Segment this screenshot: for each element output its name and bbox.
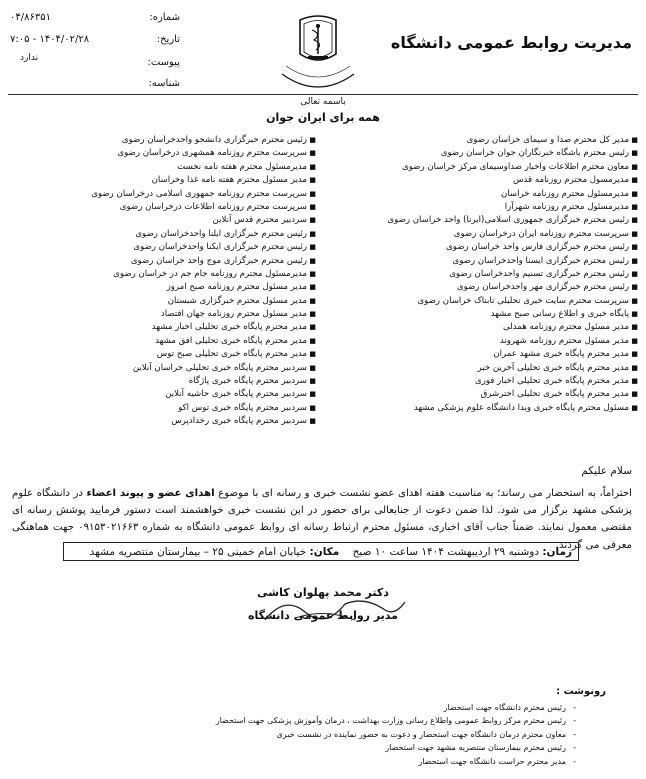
bullet-square-icon: ■	[309, 363, 316, 372]
bullet-square-icon: ■	[631, 269, 638, 278]
recipient-label: مدیر مسئول محترم هفته نامه غذا وخراسان	[151, 175, 307, 186]
place-value: خیابان امام خمینی ۲۵ – بیمارستان منتصریه مشهد	[89, 546, 310, 558]
recipient-label: سرپرست محترم روزنامه اطلاعات درخراسان رضوی	[119, 201, 307, 212]
cc-item-label: رئیس محترم بیمارستان منتصریه مشهد جهت استحضار	[385, 743, 566, 753]
recipient-item	[328, 348, 638, 361]
bullet-square-icon: ■	[309, 283, 316, 292]
recipient-label: سردبیر محترم پایگاه خبری تحلیلی خراسان آنلاین	[132, 362, 307, 373]
recipient-label: مدیر محترم پایگاه خبری تحلیلی اخبار فوری	[475, 376, 629, 387]
recipient-label: سرپرست محترم روزنامه جمهوری اسلامی درخراسان رضوی	[91, 188, 307, 199]
recipient-label: رئیس محترم خبرگزاری موج واحد خراسان رضوی	[130, 255, 307, 266]
recipient-label: رئیس محترم خبرگزاری جمهوری اسلامی(ایرنا) واحد خراسان رضوی	[387, 215, 629, 226]
recipient-item	[6, 188, 316, 201]
bullet-square-icon: ■	[309, 269, 316, 278]
body-intro: احتراماً، به استحضار می رساند؛ به مناسبت هفته اهدای عضو نشست خبری و رسانه ای با موضوع	[214, 488, 632, 499]
recipient-item	[6, 295, 316, 308]
cc-list	[36, 701, 576, 768]
date-label: تاریخ:	[156, 34, 180, 45]
bullet-square-icon: ■	[631, 363, 638, 372]
recipient-label: رئیس محترم باشگاه خبرنگاران جوان خراسان رضوی	[440, 148, 629, 159]
recipient-item	[328, 281, 638, 294]
bullet-square-icon: ■	[309, 417, 316, 426]
recipient-item	[6, 228, 316, 241]
time-label: زمان:	[542, 546, 572, 558]
recipient-item	[6, 281, 316, 294]
bullet-square-icon: ■	[309, 390, 316, 399]
recipient-label: رئیس محترم خبرگزاری ایسنا واحدخراسان رضوی	[452, 255, 629, 266]
recipient-item	[328, 308, 638, 321]
recipient-label: مدیر محترم پایگاه خبری تحلیلی افق مشهد	[155, 335, 307, 346]
attachment-row	[10, 53, 180, 75]
cc-item-label: رئیس محترم مرکز روابط عمومی واطلاع رسانی وزارت بهداشت ، درمان وآموزش پزشکی جهت استحضار	[215, 716, 566, 726]
recipient-item	[6, 255, 316, 268]
recipient-item	[328, 255, 638, 268]
number-label: شماره:	[149, 12, 180, 23]
slogan: همه برای ایران جوان	[266, 111, 380, 124]
recipient-label: رئیس محترم خبرگزاری دانشجو واحدخراسان رضوی	[121, 135, 307, 145]
recipient-item	[328, 134, 638, 147]
bullet-square-icon: ■	[309, 310, 316, 319]
recipient-item	[328, 201, 638, 214]
bullet-square-icon: ■	[631, 202, 638, 211]
bullet-square-icon: ■	[631, 283, 638, 292]
recipient-label: سردبیر محترم پایگاه خبری پاژگاه	[188, 376, 307, 387]
recipient-label: رئیس محترم خبرگزاری فارس واحد خراسان رضوی	[446, 242, 629, 253]
recipient-item	[328, 214, 638, 227]
letter-date-row	[10, 34, 180, 52]
bullet-square-icon: ■	[309, 136, 316, 144]
bullet-square-icon: ■	[309, 256, 316, 265]
header-divider	[8, 94, 638, 95]
recipient-label: پایگاه خبری و اطلاع رسانی صبح مشهد	[490, 309, 629, 320]
cc-item	[36, 755, 576, 768]
letter-number-row	[10, 12, 180, 30]
recipient-label: مدیر محترم پایگاه خبری تحلیلی صبح توس	[156, 349, 307, 360]
bullet-square-icon: ■	[309, 229, 316, 238]
bullet-square-icon: ■	[631, 149, 638, 158]
recipient-label: مدیر محترم پایگاه خبری مشهد عمران	[493, 349, 629, 360]
cc-item	[36, 741, 576, 754]
bullet-square-icon: ■	[309, 176, 316, 185]
number-value: ۰۴/۸۶۳۵۱	[10, 12, 51, 23]
attachment-label: پیوست:	[147, 57, 180, 68]
cc-title: رونوشت :	[556, 686, 606, 697]
recipient-label: رئیس محترم خبرگزاری ایلنا واحدخراسان رضوی	[135, 228, 307, 239]
bullet-square-icon: ■	[631, 296, 638, 305]
recipient-label: سرپرست محترم روزنامه ایران درخراسان رضوی	[453, 228, 629, 239]
university-emblem-icon	[270, 14, 366, 94]
recipient-label: سردبیر محترم پایگاه خبری توس اکو	[178, 402, 307, 413]
bullet-square-icon: ■	[631, 390, 638, 399]
dash-bullet-icon: -	[573, 756, 576, 766]
time-value: دوشنبه ۲۹ اردیبهشت ۱۴۰۴ ساعت ۱۰ صبح	[352, 546, 543, 558]
body-rest: در دانشگاه علوم پزشکی مشهد برگزار می شود. لذا ضمن دعوت از جنابعالی برای حضور در این نشست خبری خواهشمند است دستور فرمایید پوشش رسانه ای مقتضی معمول نمایند. ضمناً جناب آقای اخباری، مسئول محترم ارتباط رسانه ای روابط عمومی دانشگاه به شماره ۰۹۱۵۳۰۲۱۶۶۳ جهت هماهنگی معرفی می گردند.	[12, 488, 633, 551]
bullet-square-icon: ■	[631, 243, 638, 252]
recipient-label: معاون محترم اطلاعات واخبار صداوسیمای مرکز خراسان رضوی	[402, 161, 629, 172]
recipient-label: مدیرمسئول محترم هفته نامه نخست	[177, 161, 307, 172]
recipients-left-column	[6, 134, 316, 429]
recipient-item	[6, 161, 316, 174]
dash-bullet-icon: -	[573, 743, 576, 753]
bullet-square-icon: ■	[631, 216, 638, 225]
cc-item-label: مدیر محترم حراست دانشگاه جهت استحضار	[418, 756, 566, 766]
recipient-label: مدیر مسئول محترم روزنامه جهان اقتصاد	[160, 309, 307, 320]
recipient-item	[6, 268, 316, 281]
cc-item	[36, 701, 576, 714]
recipient-item	[6, 388, 316, 401]
dash-bullet-icon: -	[573, 729, 576, 739]
recipient-item	[328, 161, 638, 174]
recipient-label: سردبیر محترم قدس آنلاین	[212, 215, 307, 226]
recipient-item	[328, 241, 638, 254]
cc-item-label: رئیس محترم دانشگاه جهت استحضار	[443, 703, 566, 712]
bullet-square-icon: ■	[309, 149, 316, 158]
recipient-item	[6, 402, 316, 415]
recipient-item	[6, 321, 316, 334]
recipient-item	[6, 415, 316, 428]
recipient-item	[328, 228, 638, 241]
recipient-item	[6, 214, 316, 227]
identifier-label: شناسه:	[148, 78, 180, 89]
bullet-square-icon: ■	[631, 256, 638, 265]
recipient-label: مدیر مسئول محترم روزنامه شهروند	[499, 335, 629, 346]
signer-title: مدیر روابط عمومی دانشگاه	[248, 609, 398, 622]
recipient-item	[328, 268, 638, 281]
bullet-square-icon: ■	[631, 350, 638, 359]
recipient-label: رئیس محترم خبرگزاری ایکنا واحدخراسان رضوی	[133, 242, 307, 253]
recipient-label: سرپرست محترم روزنامه همشهری درخراسان رضوی	[117, 148, 307, 159]
recipient-item	[6, 134, 316, 147]
recipient-item	[328, 375, 638, 388]
bullet-square-icon: ■	[631, 176, 638, 185]
date-value: ۷:۰۵ - ۱۴۰۴/۰۲/۲۸	[10, 34, 90, 45]
bullet-square-icon: ■	[631, 403, 638, 412]
recipient-item	[6, 174, 316, 187]
recipient-item	[328, 362, 638, 375]
bullet-square-icon: ■	[631, 377, 638, 386]
recipients-right-column	[328, 134, 638, 415]
recipient-item	[328, 188, 638, 201]
bullet-square-icon: ■	[631, 323, 638, 332]
recipient-item	[6, 375, 316, 388]
bullet-square-icon: ■	[309, 296, 316, 305]
invocation: باسمه تعالی	[300, 97, 346, 107]
bullet-square-icon: ■	[631, 229, 638, 238]
bullet-square-icon: ■	[309, 350, 316, 359]
greeting: سلام علیکم	[581, 465, 632, 477]
recipient-item	[6, 308, 316, 321]
recipient-label: مدیر محترم پایگاه خبری تحلیلی آخرین خبر	[477, 362, 629, 373]
signer-name: دکتر محمد پهلوان کاشی	[257, 586, 389, 599]
recipient-label: مدیرمسول محترم روزنامه قدس	[513, 175, 629, 186]
cc-item-label: معاون محترم درمان دانشگاه جهت استحضار و دعوت به حضور نماینده در نشست خبری	[276, 729, 566, 739]
office-title: مدیریت روابط عمومی دانشگاه	[390, 33, 632, 52]
recipient-item	[328, 147, 638, 160]
recipient-item	[328, 174, 638, 187]
bullet-square-icon: ■	[309, 336, 316, 345]
recipient-label: مدیر مسئول محترم خبرگزاری شبستان	[167, 295, 307, 306]
recipient-item	[328, 388, 638, 401]
bullet-square-icon: ■	[309, 243, 316, 252]
recipient-item	[6, 201, 316, 214]
recipient-label: مدیر مسئول محترم روزنامه همدلی	[503, 322, 629, 333]
bullet-square-icon: ■	[309, 403, 316, 412]
bullet-square-icon: ■	[631, 310, 638, 319]
recipient-label: مدیر مسئول محترم روزنامه صبح امروز	[166, 282, 307, 293]
dash-bullet-icon: -	[573, 716, 576, 726]
body-topic: اهدای عضو و پیوند اعضاء	[86, 488, 215, 499]
recipient-item	[6, 348, 316, 361]
recipient-item	[6, 147, 316, 160]
bullet-square-icon: ■	[631, 136, 638, 144]
recipient-label: مسئول محترم پایگاه خبری وبدا دانشگاه علوم پزشکی مشهد	[413, 402, 629, 413]
bullet-square-icon: ■	[309, 189, 316, 198]
bullet-square-icon: ■	[631, 336, 638, 345]
bullet-square-icon: ■	[309, 323, 316, 332]
recipient-label: رئیس محترم خبرگزاری تسنیم واحدخراسان رضوی	[449, 268, 629, 279]
recipient-label: مدیر کل محترم صدا و سیمای خراسان رضوی	[466, 135, 629, 145]
event-info-box	[63, 542, 579, 561]
attachment-value: ندارد	[20, 53, 39, 63]
bullet-square-icon: ■	[309, 202, 316, 211]
recipient-item	[328, 402, 638, 415]
place-label: مکان:	[309, 546, 340, 558]
recipient-item	[6, 362, 316, 375]
bullet-square-icon: ■	[631, 189, 638, 198]
recipient-item	[6, 241, 316, 254]
recipient-label: مدیر محترم پایگاه خبری تحلیلی اخترشرق	[480, 389, 629, 400]
recipient-item	[328, 321, 638, 334]
recipient-label: سردبیر محترم پایگاه خبری رخدادپرس	[171, 416, 307, 427]
recipient-item	[6, 335, 316, 348]
recipient-label: مدیرمسئول محترم روزنامه شهرآرا	[504, 201, 629, 212]
recipient-label: مدیرمسئول محترم روزنامه جام جم در خراسان رضوی	[113, 268, 307, 279]
recipient-item	[328, 335, 638, 348]
bullet-square-icon: ■	[309, 377, 316, 386]
recipient-label: مدیرمسئول محترم روزنامه خراسان	[500, 188, 629, 199]
recipient-label: سرپرست محترم سایت خبری تحلیلی تابناک خراسان رضوی	[417, 295, 629, 306]
recipient-label: سردبیر محترم پایگاه خبری حاشیه آنلاین	[165, 389, 307, 400]
recipient-label: رئیس محترم خبرگزاری مهر واحدخراسان رضوی	[456, 282, 629, 293]
recipient-label: مدیر محترم پایگاه خبری تحلیلی اخبار مشهد	[151, 322, 307, 333]
recipient-item	[328, 295, 638, 308]
bullet-square-icon: ■	[309, 162, 316, 171]
dash-bullet-icon: -	[573, 703, 576, 712]
bullet-square-icon: ■	[309, 216, 316, 225]
bullet-square-icon: ■	[631, 162, 638, 171]
cc-item	[36, 714, 576, 727]
cc-item	[36, 728, 576, 741]
